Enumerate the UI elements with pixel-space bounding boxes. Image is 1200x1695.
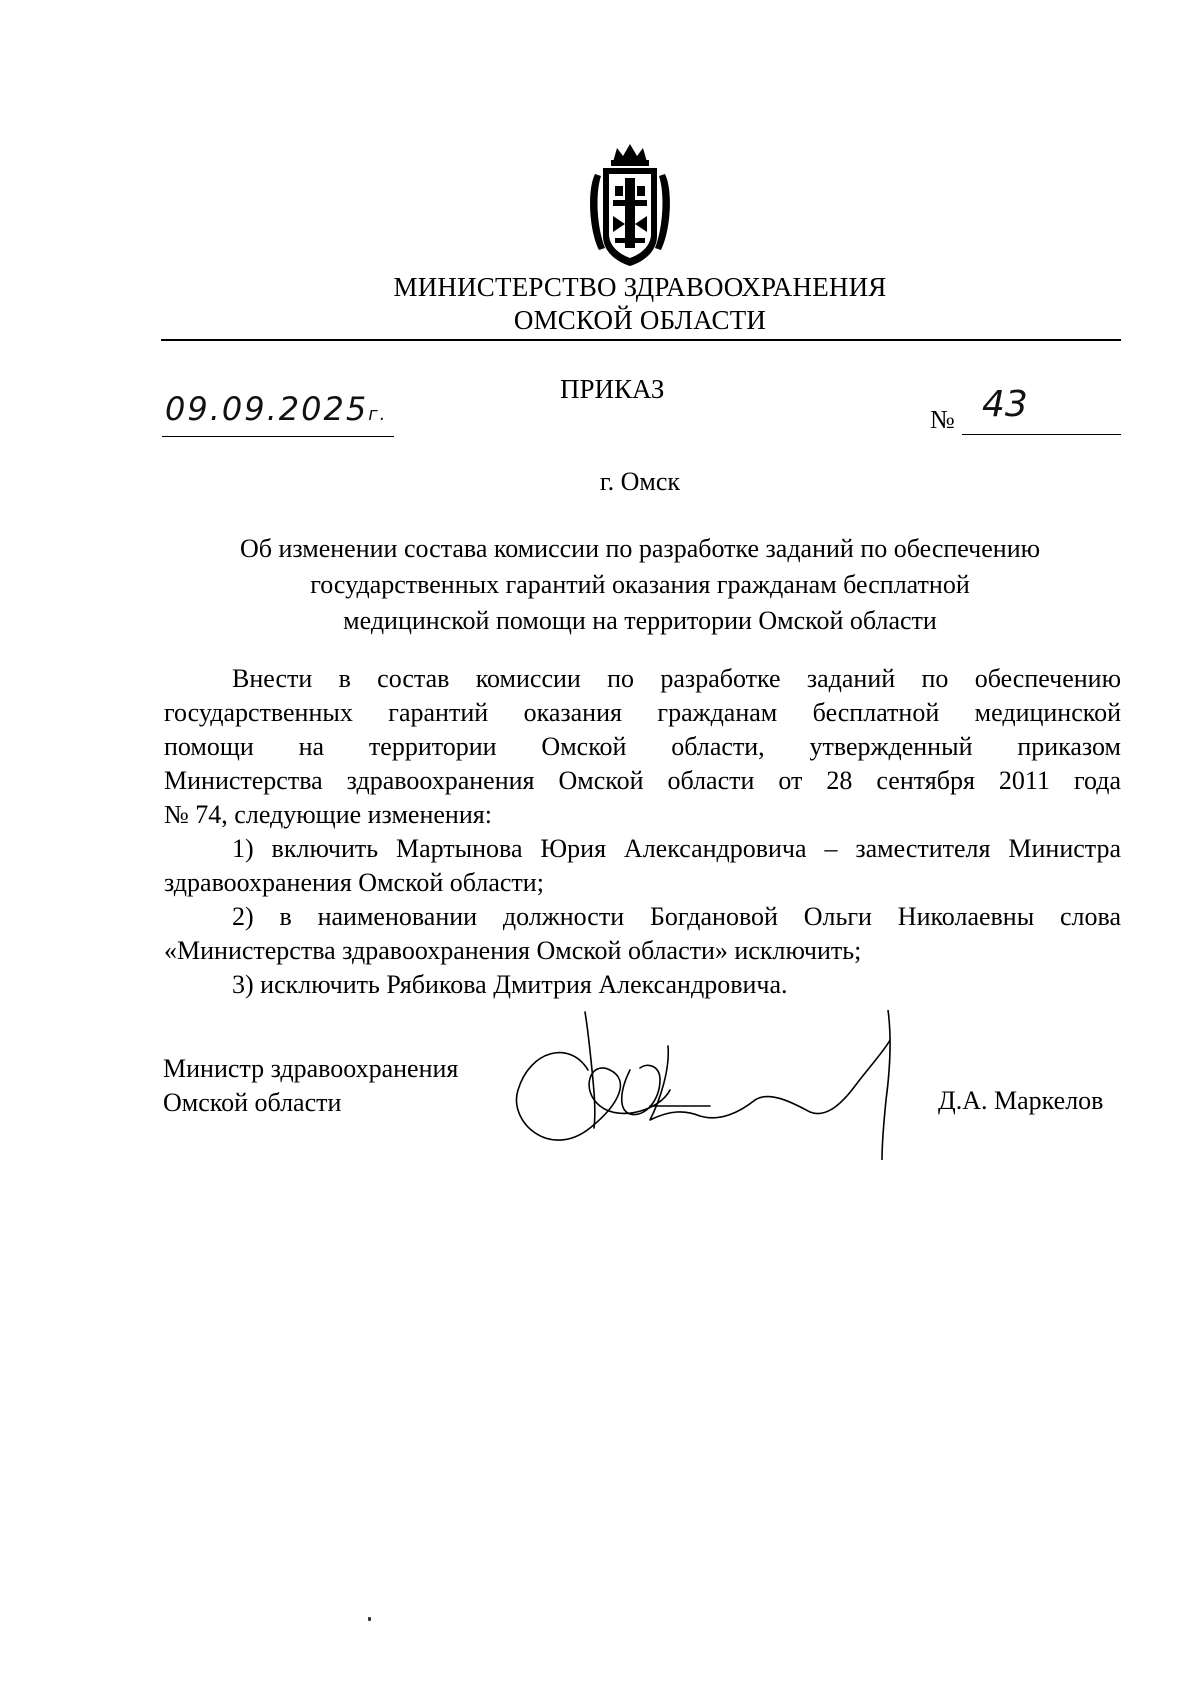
order-date-value: 09.09.2025	[165, 390, 369, 428]
body-line: № 74, следующие изменения:	[164, 800, 492, 829]
signer-position-line2: Омской области	[163, 1088, 342, 1117]
subject-line1: Об изменении состава комиссии по разработке заданий по обеспечению	[239, 534, 1041, 563]
body-line: помощи на территории Омской области, утвержденный приказом	[164, 732, 1121, 761]
list-item-2-line2: «Министерства здравоохранения Омской области» исключить;	[164, 936, 862, 965]
order-number-sign: №	[930, 405, 955, 434]
order-title: ПРИКАЗ	[560, 374, 665, 404]
list-item-1-line1: 1) включить Мартынова Юрия Александровича – заместителя Министра	[232, 834, 1121, 863]
list-item-2-line1: 2) в наименовании должности Богдановой Ольги Николаевны слова	[232, 902, 1121, 931]
order-date-handwritten	[165, 390, 387, 428]
list-item-3-line1: 3) исключить Рябикова Дмитрия Александровича.	[232, 970, 788, 999]
order-body	[164, 662, 1121, 1002]
header-divider	[161, 339, 1121, 341]
date-underline	[162, 436, 394, 437]
body-line: Внести в состав комиссии по разработке заданий по обеспечению	[232, 664, 1121, 693]
number-underline	[962, 434, 1121, 435]
body-line: Министерства здравоохранения Омской области от 28 сентября 2011 года	[164, 766, 1121, 795]
subject-line2: государственных гарантий оказания гражданам бесплатной	[310, 570, 970, 599]
ministry-name-line2: ОМСКОЙ ОБЛАСТИ	[513, 305, 767, 335]
order-city: г. Омск	[599, 467, 681, 496]
order-number-handwritten: 43	[982, 384, 1028, 425]
signer-position	[163, 1052, 458, 1120]
list-item-1-line2: здравоохранения Омской области;	[164, 868, 544, 897]
signer-position-line1: Министр здравоохранения	[163, 1054, 459, 1083]
order-date-suffix: г.	[368, 404, 388, 425]
scan-speck	[368, 1617, 371, 1621]
body-line: государственных гарантий оказания гражданам бесплатной медицинской	[164, 698, 1121, 727]
subject-line3: медицинской помощи на территории Омской области	[343, 606, 937, 635]
coat-of-arms-icon	[585, 140, 675, 270]
handwritten-signature	[510, 1010, 940, 1160]
ministry-name-line1: МИНИСТЕРСТВО ЗДРАВООХРАНЕНИЯ	[393, 272, 887, 302]
signer-name: Д.А. Маркелов	[938, 1086, 1104, 1115]
